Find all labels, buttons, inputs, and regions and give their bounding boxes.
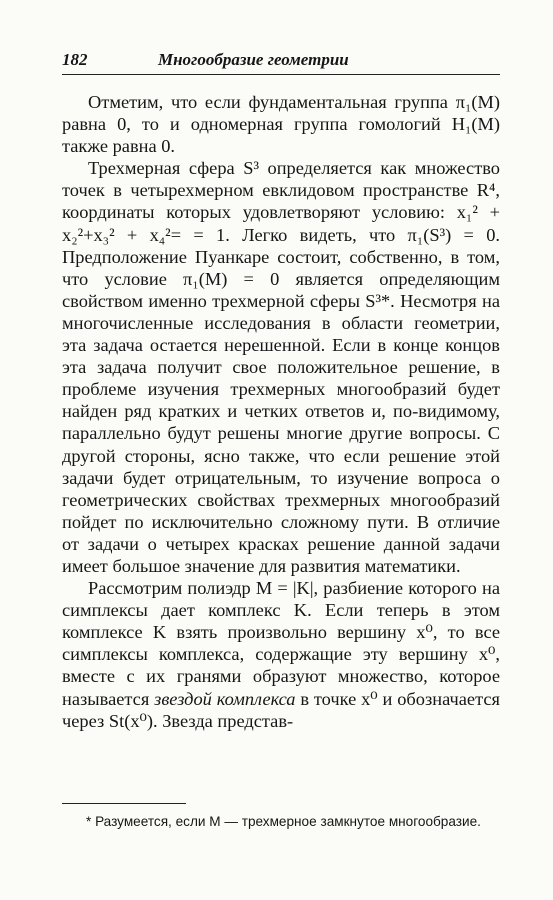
- running-title: Многообразие геометрии: [158, 50, 349, 69]
- footnote: * Разумеется, если M — трехмерное замкнутое многообразие.: [86, 814, 481, 829]
- paragraph-3-start: Рассмотрим полиэдр M = |K|, разбиение которого на симплексы дает комплекс K. Если теперь в этом комплексе K взять произвольно вершину x⁰, то все симплексы комплекса, содержащие эту вершину x⁰, вместе с их гранями образуют множество, которое называется: [62, 578, 500, 709]
- paragraph-2: Трехмерная сфера S³ определяется как множество точек в четырехмерном евклидовом пространстве R⁴, координаты которых удовлетворяют условию: x₁² + x₂²+x₃² + x₄²= = 1. Легко видеть, что π₁(S³) = 0. Предположение Пуанкаре состоит, собственно, в том, что условие π₁(M) = 0 является определяющим свойством именно трехмерной сферы S³*. Несмотря на многочисленные исследования в области геометрии, эта задача остается нерешенной. Если в конце концов эта задача получит свое положительное решение, в проблеме изучения трехмерных многообразий будет найден ряд кратких и четких ответов и, по-видимому, параллельно будут решены многие другие вопросы. С другой стороны, ясно также, что если решение этой задачи будет отрицательным, то изучение вопроса о геометрических свойствах трехмерных многообразий пойдет по исключительно сложному пути. В отличие от задачи о четырех красках решение данной задачи имеет большое значение для развития математики.: [62, 158, 500, 576]
- page-header: [62, 50, 500, 75]
- body-text: [62, 91, 500, 732]
- page-number: 182: [62, 50, 88, 69]
- footnote-rule: [62, 803, 186, 804]
- paragraph-1: Отметим, что если фундаментальная группа π₁(M) равна 0, то и одномерная группа гомологий H₁(M) также равна 0.: [62, 92, 500, 157]
- paragraph-3: [62, 577, 500, 732]
- defined-term: звездой комплекса: [154, 688, 296, 709]
- paragraph-3-end: в точке x⁰ и обозначается через St(x⁰). Звезда представ-: [62, 688, 500, 731]
